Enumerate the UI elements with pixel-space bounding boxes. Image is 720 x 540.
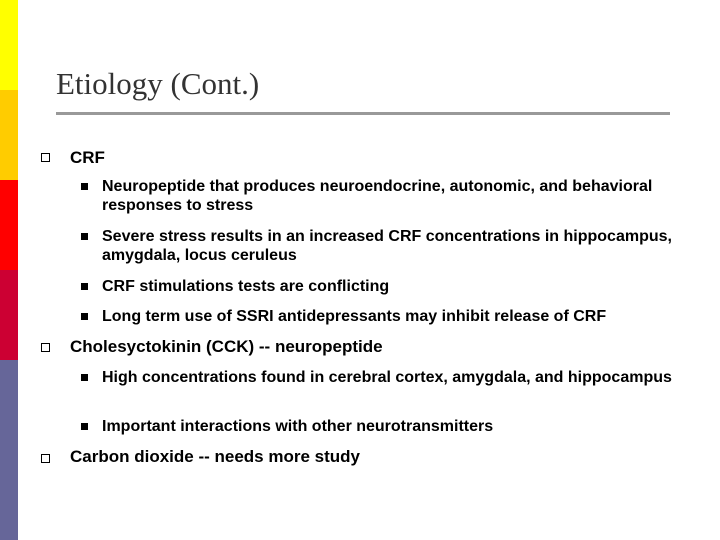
hollow-square-bullet-icon xyxy=(41,153,50,162)
bullet-crf: CRF xyxy=(70,148,105,167)
filled-square-bullet-icon xyxy=(81,374,88,381)
filled-square-bullet-icon xyxy=(81,183,88,190)
bullet-carbon-dioxide: Carbon dioxide -- needs more study xyxy=(70,447,360,466)
sidebar-stripe-crimson xyxy=(0,270,18,360)
sub-bullet-severe-stress: Severe stress results in an increased CRF concentrations in hippocampus, amygdala, locus ceruleus xyxy=(102,228,672,264)
sidebar-stripe-slate xyxy=(0,360,18,540)
sub-bullet-ssri: Long term use of SSRI antidepressants may inhibit release of CRF xyxy=(102,308,607,325)
hollow-square-bullet-icon xyxy=(41,454,50,463)
sidebar-stripe-yellow xyxy=(0,0,18,90)
sidebar-stripe-amber xyxy=(0,90,18,180)
bullet-cck: Cholesyctokinin (CCK) -- neuropeptide xyxy=(70,337,383,356)
sub-bullet-crf-stimulation: CRF stimulations tests are conflicting xyxy=(102,278,390,295)
slide-title: Etiology (Cont.) xyxy=(56,66,260,101)
sub-bullet-neurotransmitters: Important interactions with other neurotransmitters xyxy=(102,418,494,435)
filled-square-bullet-icon xyxy=(81,423,88,430)
filled-square-bullet-icon xyxy=(81,283,88,290)
sub-bullet-high-concentrations: High concentrations found in cerebral cortex, amygdala, and hippocampus xyxy=(102,369,672,386)
filled-square-bullet-icon xyxy=(81,313,88,320)
sidebar-stripe-red xyxy=(0,180,18,270)
sub-bullet-neuropeptide: Neuropeptide that produces neuroendocrine, autonomic, and behavioral responses to stress xyxy=(102,178,653,214)
hollow-square-bullet-icon xyxy=(41,343,50,352)
title-underline xyxy=(56,112,670,115)
filled-square-bullet-icon xyxy=(81,233,88,240)
